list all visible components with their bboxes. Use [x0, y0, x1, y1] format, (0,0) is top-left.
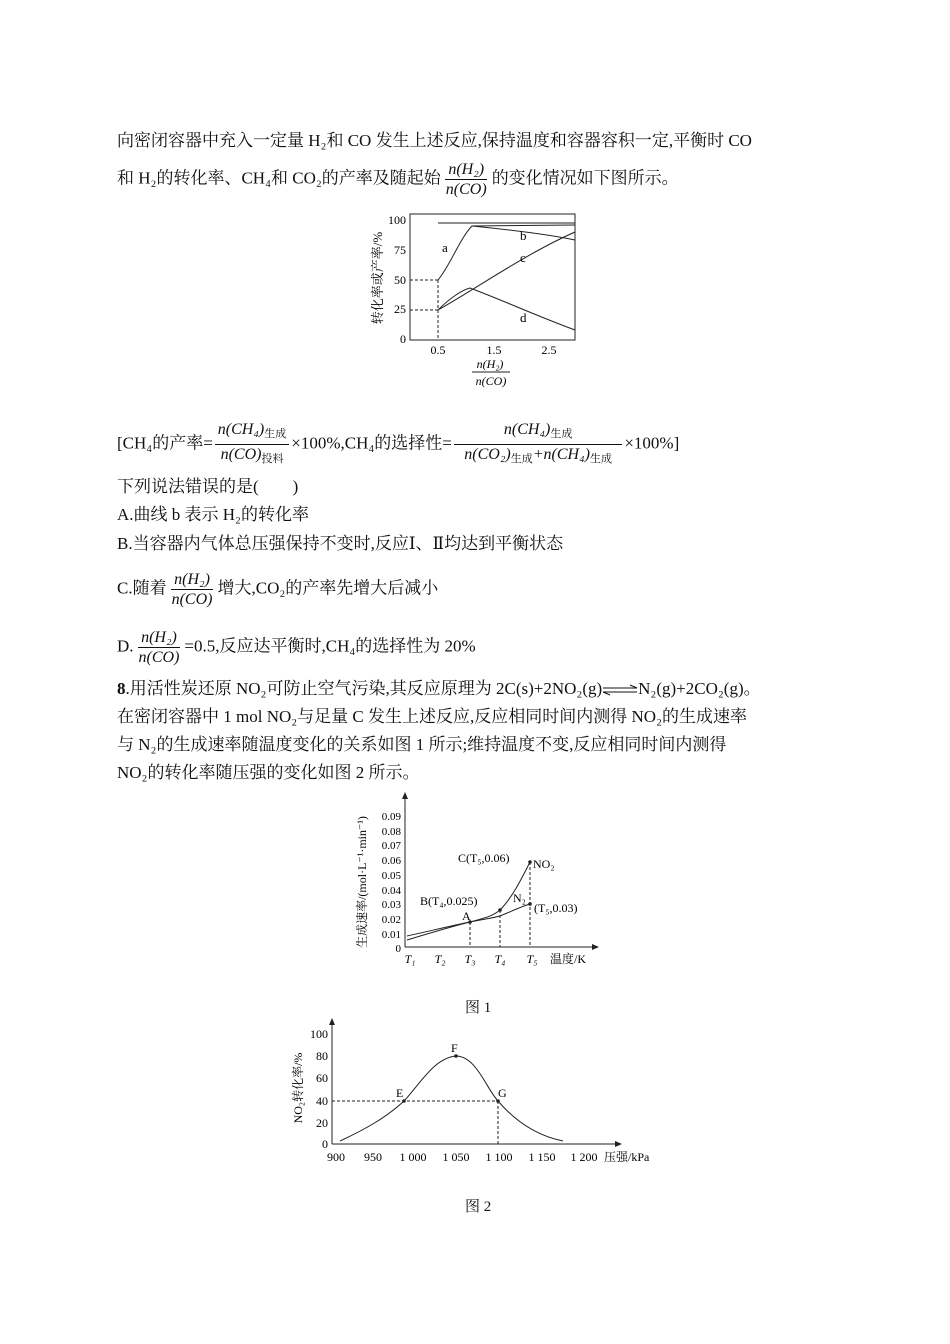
- sel-num-text: n(CH₄): [503, 421, 551, 438]
- fig0-curve-a: [438, 225, 575, 280]
- fig2-xticks: [327, 1150, 598, 1164]
- fig1-xtick-T5: T₅: [526, 952, 538, 966]
- intro-line-1: 向密闭容器中充入一定量 H₂和 CO 发生上述反应,保持温度和容器容积一定,平衡时 CO: [117, 131, 752, 150]
- fig1-label-c: C(T₅,0.06): [458, 851, 510, 865]
- option-c-fraction: [169, 570, 216, 609]
- fig1-ytick-0.04: 0.04: [381, 885, 401, 897]
- fig2-xtick-1150: 1 150: [528, 1150, 556, 1164]
- fig0-xlabel-den: n(CO): [475, 374, 507, 388]
- sel-numerator: [454, 420, 622, 445]
- fig2-label-f: F: [451, 1041, 458, 1055]
- figure-conversion-yield: [362, 208, 592, 393]
- fig2-label-g: G: [498, 1086, 507, 1100]
- def-mid: ×100%,CH₄的选择性=: [291, 433, 452, 453]
- question-stem: 下列说法错误的是( ): [117, 477, 299, 496]
- fig2-ylabel: NO₂转化率/%: [291, 1052, 305, 1124]
- option-c-pre: C.随着: [117, 578, 167, 598]
- yield-den-sub: 投料: [261, 453, 284, 465]
- ratio-denominator: n(CO): [445, 181, 487, 198]
- yield-denominator: [218, 445, 287, 469]
- yield-num-text: n(CH₄): [217, 421, 265, 438]
- fig0-xlabel-num: n(H₂): [476, 357, 504, 371]
- fig1-ytick-0.01: 0.01: [381, 929, 401, 941]
- option-d-den: n(CO): [138, 649, 180, 666]
- intro-line-2: [117, 160, 679, 199]
- sel-den-b-sub: 生成: [589, 453, 612, 465]
- sel-den-b: n(CH₄): [543, 446, 590, 463]
- fig0-ytick-25: 25: [394, 302, 406, 316]
- option-c-den: n(CO): [171, 591, 213, 608]
- fig1-label-no2: NO₂: [533, 857, 555, 871]
- fig2-xtick-1050: 1 050: [442, 1150, 470, 1164]
- sel-num-sub: 生成: [550, 428, 573, 440]
- fig0-label-d: d: [520, 310, 527, 325]
- figure-2-caption: 图 2: [465, 1199, 492, 1215]
- figure-1-rate-vs-temperature: [350, 790, 610, 975]
- fig0-ylabel: 转化率或产率/%: [370, 231, 385, 325]
- fig2-ytick-0: 0: [322, 1137, 328, 1151]
- q8-number: 8: [117, 679, 126, 698]
- equilibrium-arrow-icon: [602, 684, 638, 696]
- fig0-label-a: a: [442, 240, 448, 255]
- fig2-xtick-950: 950: [364, 1150, 382, 1164]
- fig2-ytick-80: 80: [316, 1049, 328, 1063]
- fig1-xticks: [405, 952, 538, 966]
- fig2-xtick-1000: 1 000: [399, 1150, 427, 1164]
- fig1-label-a: A: [462, 909, 471, 923]
- fig0-curve-c: [438, 232, 575, 310]
- fig1-label-n2: N₂: [513, 891, 526, 905]
- fig2-ytick-100: 100: [310, 1027, 328, 1041]
- sel-den-a: n(CO₂): [464, 446, 511, 463]
- fig0-ytick-75: 75: [394, 243, 406, 257]
- option-b: B.当容器内气体总压强保持不变时,反应Ⅰ、Ⅱ均达到平衡状态: [117, 534, 564, 553]
- ratio-numerator: n(H₂): [445, 160, 487, 180]
- fig2-ytick-40: 40: [316, 1094, 328, 1108]
- sel-den-plus: +: [532, 446, 544, 463]
- fig0-xtick-1.5: 1.5: [486, 343, 502, 357]
- sel-den-a-sub: 生成: [510, 453, 533, 465]
- fig2-curve: [340, 1056, 563, 1141]
- option-d-fraction: [136, 628, 183, 667]
- fig1-ylabel: 生成速率/(mol·L⁻¹·min⁻¹): [355, 816, 369, 948]
- fig0-ytick-50: 50: [394, 273, 406, 287]
- fig0-ytick-0: 0: [400, 332, 406, 346]
- fig1-xtick-T2: T₂: [434, 952, 446, 966]
- yield-fraction: [215, 420, 289, 469]
- fig0-curve-d: [438, 288, 575, 330]
- selectivity-fraction: [454, 420, 622, 469]
- fig1-label-b: B(T₄,0.025): [420, 894, 478, 908]
- option-d-post: =0.5,反应达平衡时,CH₄的选择性为 20%: [184, 636, 476, 656]
- fig1-ytick-0: 0: [395, 943, 401, 955]
- fig1-xtick-T4: T₄: [494, 952, 506, 966]
- fig1-xtick-T3: T₃: [464, 952, 476, 966]
- fig0-xtick-0.5: 0.5: [430, 343, 446, 357]
- fig1-label-t5: (T₅,0.03): [534, 901, 578, 915]
- fig1-xlabel: 温度/K: [550, 952, 587, 966]
- fig1-yticks: [382, 811, 402, 955]
- fig2-xtick-1200: 1 200: [570, 1150, 598, 1164]
- fig2-label-e: E: [396, 1086, 404, 1100]
- def-suffix: ×100%]: [624, 433, 680, 453]
- q8-line-1-rest: .用活性炭还原 NO₂可防止空气污染,其反应原理为 2C(s)+2NO₂(g): [125, 679, 603, 698]
- fig1-ytick-0.02: 0.02: [381, 914, 401, 926]
- option-a: A.曲线 b 表示 H₂的转化率: [117, 505, 309, 524]
- option-c: [117, 570, 438, 609]
- yield-num-sub: 生成: [264, 428, 287, 440]
- fig2-ytick-60: 60: [316, 1071, 328, 1085]
- q8-line-1-end: N₂(g)+2CO₂(g)。: [638, 679, 761, 698]
- figure-2-conversion-vs-pressure: [288, 1018, 678, 1170]
- fig1-ytick-0.06: 0.06: [381, 855, 401, 867]
- intro-line-2-pre: 和 H₂的转化率、CH₄和 CO₂的产率及随起始: [117, 168, 441, 188]
- yield-numerator: [215, 420, 289, 445]
- q8-line-1: [117, 678, 761, 700]
- fig2-ytick-20: 20: [316, 1116, 328, 1130]
- fig1-ytick-0.09: 0.09: [381, 811, 401, 823]
- fig0-xtick-2.5: 2.5: [541, 343, 557, 357]
- fig1-ytick-0.03: 0.03: [381, 899, 401, 911]
- yield-den-text: n(CO): [220, 446, 262, 463]
- fig1-xtick-T1: T₁: [404, 952, 416, 966]
- fig0-label-b: b: [520, 228, 527, 243]
- fig1-ytick-0.05: 0.05: [381, 870, 401, 882]
- fig1-ytick-0.07: 0.07: [381, 840, 401, 852]
- def-prefix: [CH₄的产率=: [117, 433, 213, 453]
- ratio-fraction: [443, 160, 490, 199]
- definition-line: [117, 420, 679, 469]
- option-d-num: n(H₂): [138, 628, 180, 648]
- fig2-xtick-1100: 1 100: [485, 1150, 513, 1164]
- q8-line-3: 与 N₂的生成速率随温度变化的关系如图 1 所示;维持温度不变,反应相同时间内测得: [117, 735, 727, 754]
- sel-denominator: [461, 445, 615, 469]
- fig2-xlabel: 压强/kPa: [604, 1150, 650, 1164]
- intro-line-2-post: 的变化情况如下图所示。: [491, 168, 679, 188]
- figure-1-caption: 图 1: [465, 1000, 492, 1016]
- fig2-xtick-900: 900: [327, 1150, 345, 1164]
- option-d: [117, 628, 476, 667]
- fig2-yticks: [310, 1027, 328, 1151]
- q8-line-4: NO₂的转化率随压强的变化如图 2 所示。: [117, 763, 420, 782]
- q8-line-2: 在密闭容器中 1 mol NO₂与足量 C 发生上述反应,反应相同时间内测得 NO₂的生成速率: [117, 707, 747, 726]
- fig1-ytick-0.08: 0.08: [381, 826, 401, 838]
- fig0-ytick-100: 100: [388, 213, 406, 227]
- option-c-num: n(H₂): [171, 570, 213, 590]
- option-c-post: 增大,CO₂的产率先增大后减小: [217, 578, 439, 598]
- option-d-pre: D.: [117, 636, 134, 656]
- fig0-label-c: c: [520, 250, 526, 265]
